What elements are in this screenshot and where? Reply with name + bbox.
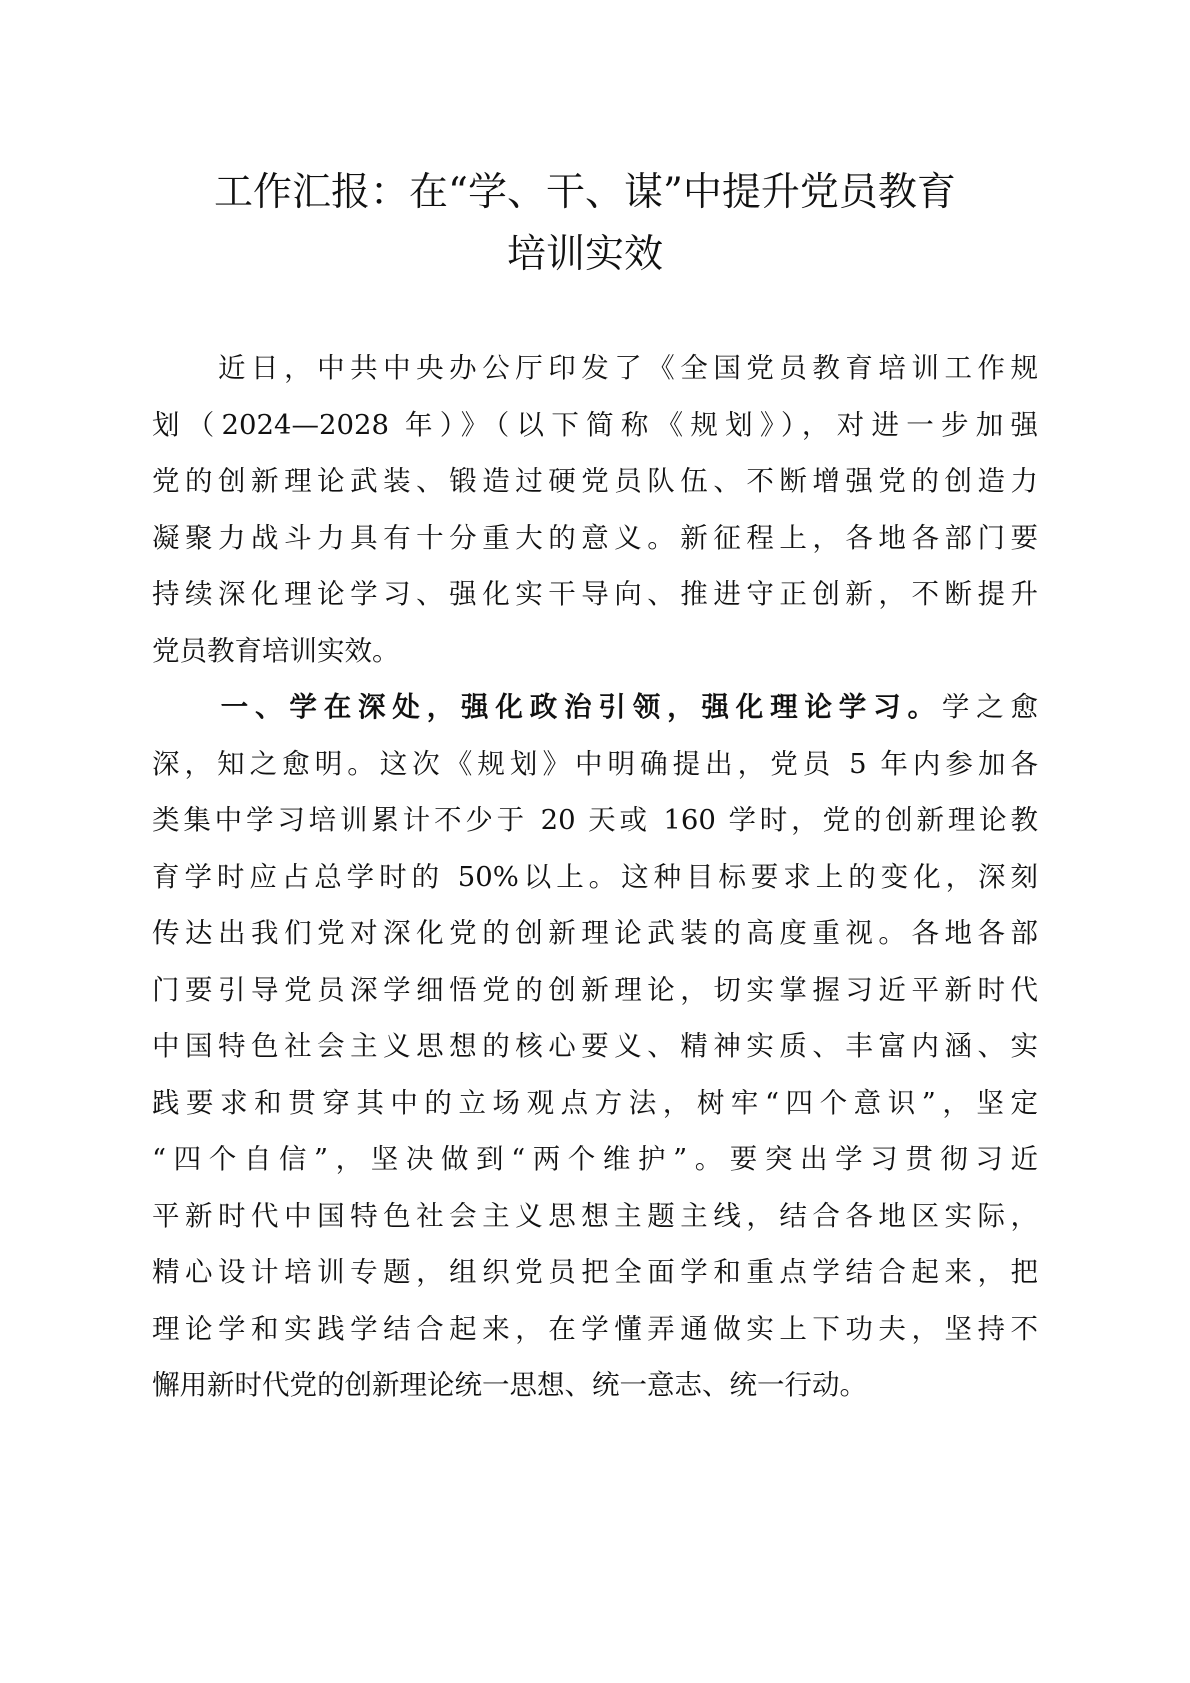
- paragraph-line: 深，知之愈明。这次《规划》中明确提出，党员 5 年内参加各: [152, 747, 1038, 780]
- paragraph-line: 践要求和贯穿其中的立场观点方法，树牢“四个意识”，坚定: [152, 1086, 1038, 1119]
- paragraph-intro: [152, 340, 1038, 679]
- paragraph-line: 类集中学习培训累计不少于 20 天或 160 学时，党的创新理论教: [152, 804, 1038, 836]
- section-heading-line: [152, 679, 1038, 736]
- paragraph-line: 育学时应占总学时的 50%以上。这种目标要求上的变化，深刻: [152, 860, 1038, 893]
- paragraph-line: 党的创新理论武装、锻造过硬党员队伍、不断增强党的创造力: [152, 465, 1038, 497]
- paragraph-line: 党员教育培训实效。: [152, 634, 400, 667]
- section-heading: 一、学在深处，强化政治引领，强化理论学习。: [152, 691, 942, 723]
- paragraph-line: 平新时代中国特色社会主义思想主题主线，结合各地区实际，: [152, 1199, 1038, 1232]
- paragraph-line: 近日，中共中央办公厅印发了《全国党员教育培训工作规: [152, 352, 1038, 384]
- paragraph-line: 持续深化理论学习、强化实干导向、推进守正创新，不断提升: [152, 578, 1038, 610]
- paragraph-line: 传达出我们党对深化党的创新理论武装的高度重视。各地各部: [152, 917, 1038, 949]
- paragraph-line: 中国特色社会主义思想的核心要义、精神实质、丰富内涵、实: [152, 1030, 1038, 1062]
- paragraph-line: “四个自信”，坚决做到“两个维护”。要突出学习贯彻习近: [152, 1143, 1038, 1175]
- document-body: [152, 340, 1038, 1414]
- paragraph-line: 门要引导党员深学细悟党的创新理论，切实掌握习近平新时代: [152, 973, 1038, 1006]
- section-heading-tail: 学之愈: [941, 691, 1039, 723]
- paragraph-line: 划（2024—2028 年）》（以下简称《规划》），对进一步加强: [152, 408, 1038, 441]
- document-title: [140, 162, 1030, 286]
- paragraph-line: 理论学和实践学结合起来，在学懂弄通做实上下功夫，坚持不: [152, 1312, 1038, 1345]
- title-line-1: 工作汇报：在“学、干、谋”中提升党员教育: [214, 170, 956, 215]
- paragraph-line: 精心设计培训专题，组织党员把全面学和重点学结合起来，把: [152, 1256, 1038, 1288]
- title-line-2: 培训实效: [506, 232, 663, 277]
- paragraph-line: 凝聚力战斗力具有十分重大的意义。新征程上，各地各部门要: [152, 521, 1038, 554]
- paragraph-section-one: [152, 679, 1038, 1414]
- paragraph-line: 懈用新时代党的创新理论统一思想、统一意志、统一行动。: [152, 1369, 867, 1401]
